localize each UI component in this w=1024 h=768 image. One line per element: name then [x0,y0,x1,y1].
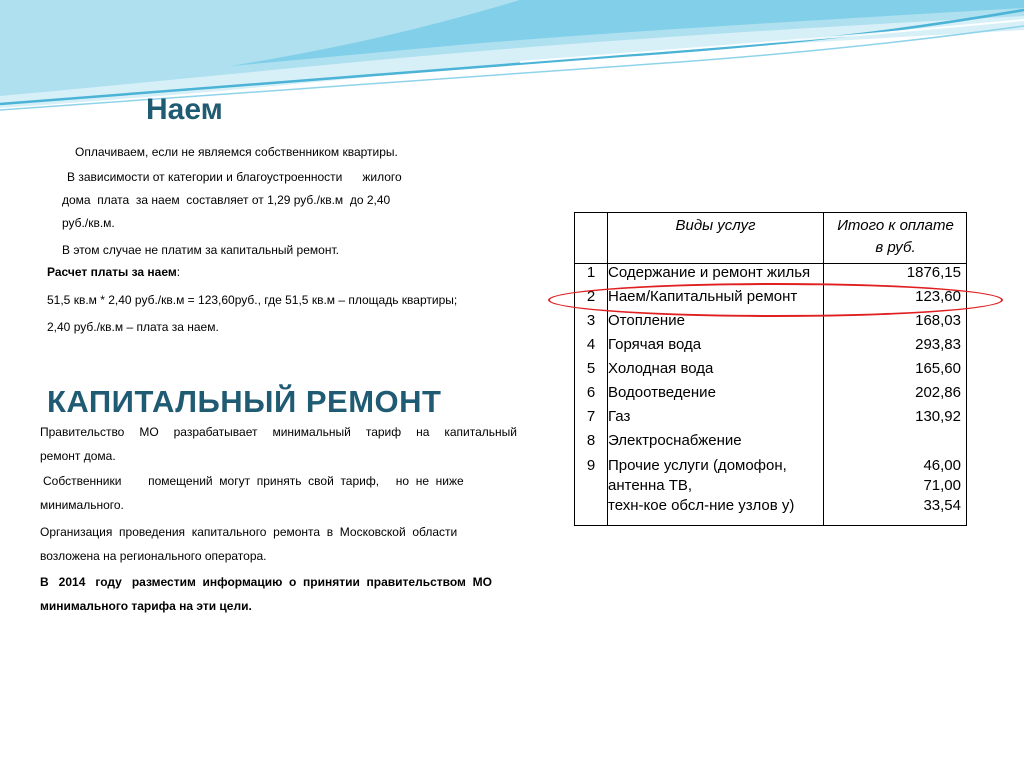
row-number: 9 [586,457,596,474]
row-service: Содержание и ремонт жилья [608,264,811,281]
table-row [575,360,966,384]
section2-p3-line-b: возложена на регионального оператора. [40,549,267,563]
header-services: Виды услуг [675,217,756,234]
section2-p4-line-b: минимального тарифа на эти цели. [40,599,252,613]
table-row [575,456,966,522]
intro-line-3: В этом случае не платим за капитальный ремонт. [62,243,339,257]
row-service: Водоотведение [608,384,716,401]
row-amount-line-2: 71,00 [923,477,961,494]
table-row [575,384,966,408]
section2-paragraph-3 [40,521,517,568]
row-amount: 202,86 [915,384,961,401]
red-highlight-ellipse [548,283,1003,317]
section2-p1-line-a: Правительство МО разрабатывает минимальный тариф на капитальный [40,425,517,439]
row-number: 3 [586,312,596,329]
row-amount: 130,92 [915,408,961,425]
calc-heading-colon: : [176,265,181,279]
section2-p3-line-a: Организация проведения капитального ремонта в Московской области [40,525,458,539]
row-amount: 165,60 [915,360,961,377]
section-title-capital-repair: КАПИТАЛЬНЫЙ РЕМОНТ [47,384,442,419]
section2-paragraph-1 [40,421,517,468]
row-number: 7 [586,408,596,425]
row-number: 1 [586,264,596,281]
table-row [575,336,966,360]
row-service-line-2: антенна ТВ, [608,477,693,494]
row-service: Наем/Капитальный ремонт [608,288,798,305]
row-number: 5 [586,360,596,377]
row-number: 6 [586,384,596,401]
row-service-line-3: техн-кое обсл-ние узлов у) [608,497,795,514]
row-service: Электроснабжение [608,432,742,449]
row-service: Газ [608,408,631,425]
row-amount: 123,60 [915,288,961,305]
row-number: 4 [586,336,596,353]
row-number: 2 [586,288,596,305]
section2-p2-line-a: Собственники помещений могут принять свой тариф, но не ниже [43,474,464,488]
row-service: Горячая вода [608,336,702,353]
calc-heading-block [47,261,180,284]
header-total-line-1: Итого к оплате [837,217,954,234]
row-amount: 168,03 [915,312,961,329]
row-amount: 293,83 [915,336,961,353]
intro-line-1: Оплачиваем, если не являемся собственником квартиры. [75,145,398,159]
section2-p1-line-b: ремонт дома. [40,449,116,463]
services-table [574,212,967,526]
row-service: Холодная вода [608,360,714,377]
row-amount-line-3: 33,54 [923,497,961,514]
header-total [824,215,967,259]
intro-line-2a: В зависимости от категории и благоустроенности жилого [67,170,402,184]
row-amount: 1876,15 [906,264,961,281]
calc-line-1: 51,5 кв.м * 2,40 руб./кв.м = 123,60руб., где 51,5 кв.м – площадь квартиры; [47,293,458,307]
table-row [575,432,966,456]
row-service: Отопление [608,312,685,329]
calc-line-2: 2,40 руб./кв.м – плата за наем. [47,320,219,334]
section2-paragraph-2 [40,470,517,517]
section2-p2-line-b: минимального. [40,498,124,512]
section2-p4-line-a: В 2014 году разместим информацию о принятии правительством МО [40,575,492,589]
calc-heading: Расчет платы за наем [47,265,177,279]
row-service-line-1: Прочие услуги (домофон, [608,457,787,474]
row-number: 8 [586,432,596,449]
row-amount-multiline [923,456,961,516]
row-amount-line-1: 46,00 [923,457,961,474]
table-row [575,408,966,432]
intro-line-2c: руб./кв.м. [62,216,115,230]
intro-line-2b: дома плата за наем составляет от 1,29 руб./кв.м до 2,40 [62,193,391,207]
header-total-line-2: в руб. [875,239,916,256]
page-title: Наем [146,93,223,126]
section2-paragraph-4 [40,571,517,618]
row-service-multiline [608,456,823,516]
